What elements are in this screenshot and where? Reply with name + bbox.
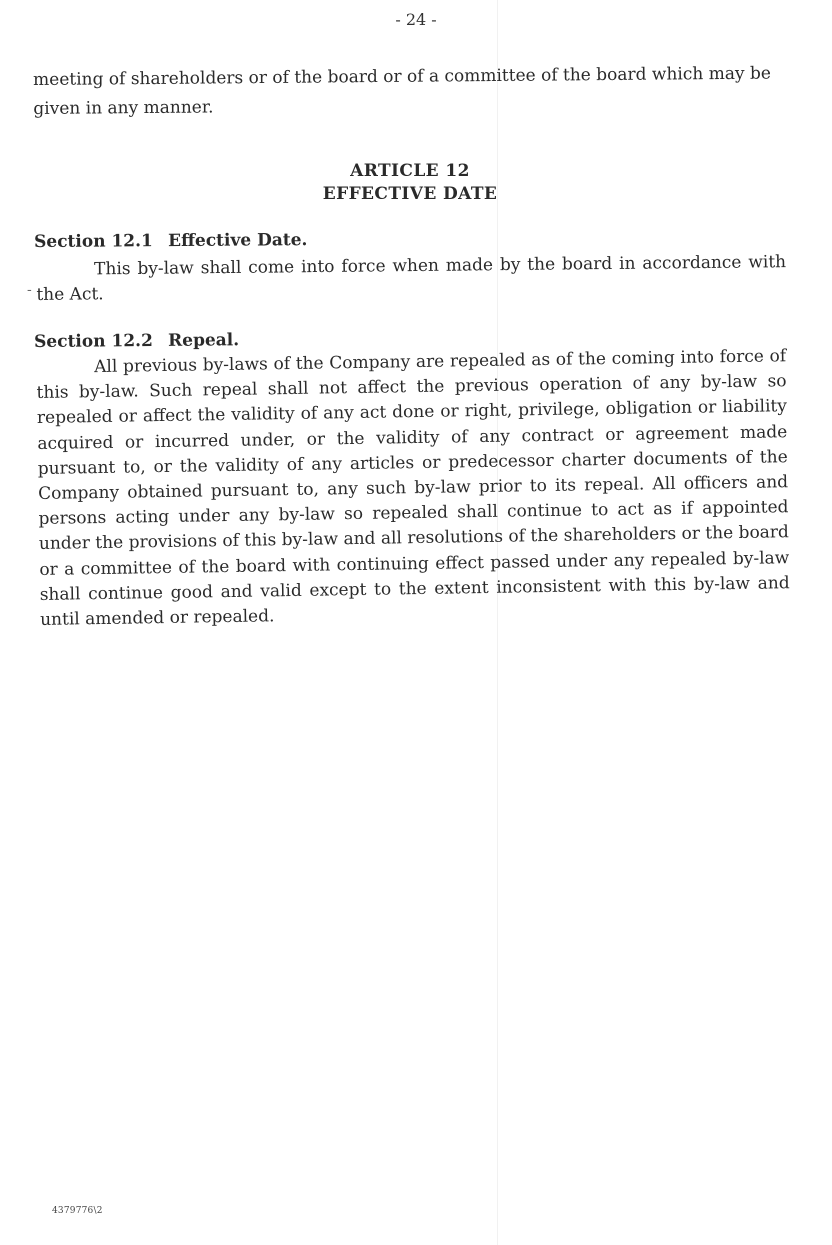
- section-title: Effective Date.: [168, 230, 308, 252]
- article-heading: [240, 160, 580, 206]
- section-body: This by-law shall come into force when made by the board in accordance with the Act.: [36, 252, 787, 306]
- section-number: Section 12.2: [34, 330, 153, 352]
- carry-over-paragraph: meeting of shareholders or of the board or of a committee of the board which may be given in any manner.: [33, 63, 771, 119]
- article-title: EFFECTIVE DATE: [322, 184, 498, 204]
- section-heading: [34, 229, 308, 253]
- article-number: ARTICLE 12: [350, 161, 470, 181]
- section-title: Repeal.: [168, 330, 240, 351]
- margin-mark: -: [27, 282, 32, 298]
- section-body: All previous by-laws of the Company are repealed as of the coming into force of this by-law. Such repeal shall not affect the previous operation of any by-law so repealed or affect the validity of any act done or right, privilege, obligation or liability acquired or incurred under, or the validity of any contract or agreement made pursuant to, or the validity of any articles or predecessor charter documents of the Company obtained pursuant to, any such by-law prior to its repeal. All officers and persons acting under any by-law so repealed shall continue to act as if appointed under the provisions of this by-law and all resolutions of the shareholders or the board or a committee of the board with continuing effect passed under any repealed by-law shall continue good and valid except to the extent inconsistent with this by-law and until amended or repealed.: [36, 346, 790, 630]
- section-number: Section 12.1: [34, 231, 153, 252]
- document-id: 4379776\2: [52, 1206, 103, 1216]
- page-number: - 24 -: [395, 10, 437, 29]
- section-heading: [34, 329, 239, 353]
